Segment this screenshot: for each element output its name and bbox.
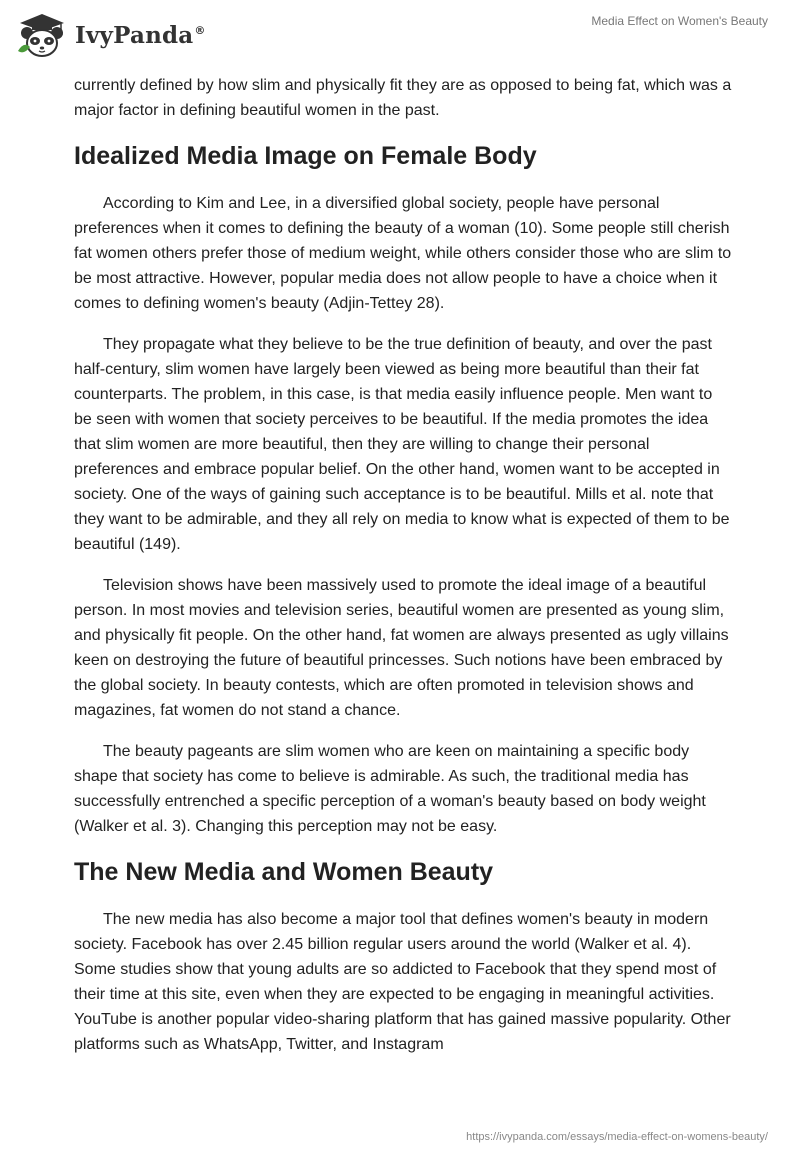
logo-text: IvyPanda®	[75, 21, 206, 49]
section-heading-new-media: The New Media and Women Beauty	[74, 858, 494, 886]
source-url-link[interactable]: https://ivypanda.com/essays/media-effect-on-womens-beauty/	[466, 1131, 768, 1143]
panda-graduate-icon	[14, 11, 70, 59]
ivypanda-logo[interactable]	[14, 10, 234, 60]
page-header	[0, 0, 800, 72]
intro-paragraph: currently defined by how slim and physically fit they are as opposed to being fat, which was a major factor in defining beautiful women in the past.	[74, 77, 732, 119]
section-heading-idealized-media-image: Idealized Media Image on Female Body	[74, 142, 537, 170]
paragraph: The beauty pageants are slim women who are keen on maintaining a specific body shape that society has come to believe is admirable. As such, the traditional media has successfully entrenched a specific perception of a woman's beauty based on body weight (Walker et al. 3). Changing this perception may not be easy.	[74, 743, 706, 835]
paragraph: They propagate what they believe to be the true definition of beauty, and over the past half-century, slim women have largely been viewed as being more beautiful than their fat counterparts. The problem, in this case, is that media easily influence people. Men want to be seen with women that society perceives to be beautiful. If the media promotes the idea that slim women are more beautiful, then they are willing to change their personal preferences and embrace popular belief. On the other hand, women want to be accepted in society. One of the ways of gaining such acceptance is to be beautiful. Mills et al. note that they want to be admirable, and they all rely on media to know what is expected of them to be beautiful (149).	[74, 336, 730, 553]
paragraph: Television shows have been massively used to promote the ideal image of a beautiful person. In most movies and television series, beautiful women are presented as young slim, and physically fit people. On the other hand, fat women are always presented as ugly villains keen on destroying the future of beautiful princesses. Such notions have been embraced by the global society. In beauty contests, which are often promoted in television shows and magazines, fat women do not stand a chance.	[74, 577, 729, 719]
document-title: Media Effect on Women's Beauty	[591, 14, 768, 28]
paragraph: The new media has also become a major tool that defines women's beauty in modern society. Facebook has over 2.45 billion regular users around the world (Walker et al. 4). Some studies show that young adults are so addicted to Facebook that they spend most of their time at this site, even when they are expected to be engaging in meaningful activities. YouTube is another popular video-sharing platform that has gained massive popularity. Other platforms such as WhatsApp, Twitter, and Instagram	[74, 911, 731, 1053]
paragraph: According to Kim and Lee, in a diversified global society, people have personal preferences when it comes to defining the beauty of a woman (10). Some people still cherish fat women others prefer those of medium weight, while others consider those who are slim to be most attractive. However, popular media does not allow people to have a choice when it comes to defining women's beauty (Adjin-Tettey 28).	[74, 195, 732, 312]
essay-content	[74, 73, 734, 1073]
